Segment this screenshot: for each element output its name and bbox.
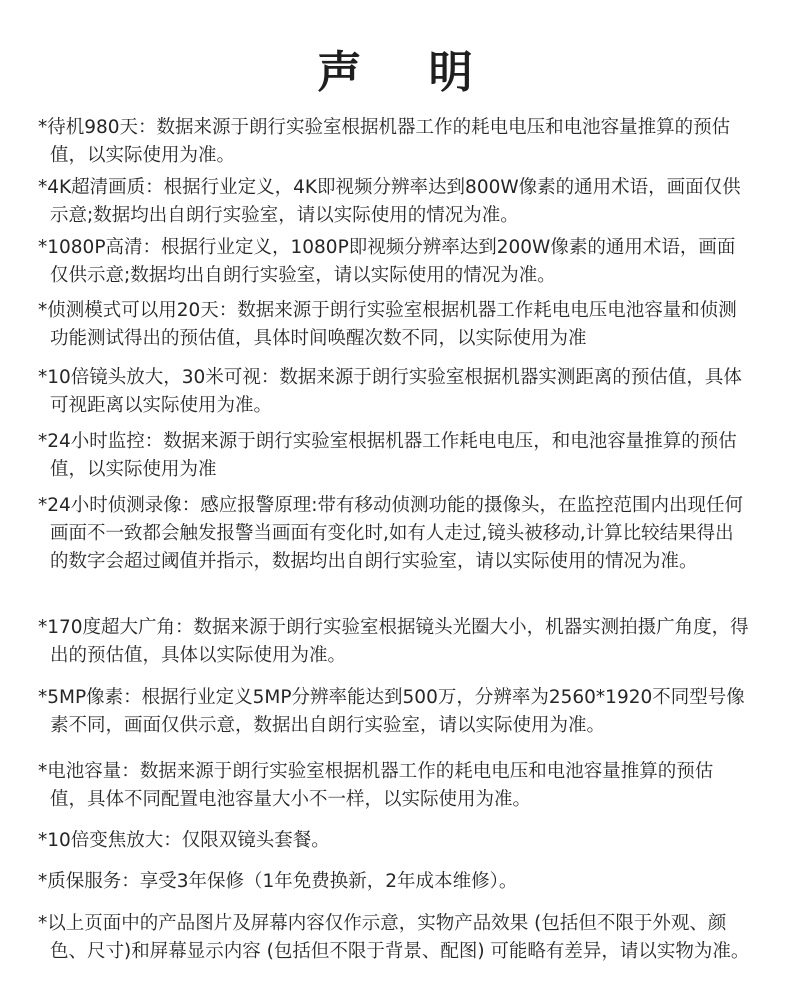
- note-4k: *4K超清画质：根据行业定义，4K即视频分辨率达到800W像素的通用术语，画面仅供示意;数据均出自朗行实验室，请以实际使用的情况为准。: [38, 177, 741, 226]
- note-10x-zoom-dual-lens: *10倍变焦放大：仅限双镜头套餐。: [38, 830, 330, 851]
- note-10x-zoom-30m: *10倍镜头放大，30米可视：数据来源于朗行实验室根据机器实测距离的预估值，具体可视距离以实际使用为准。: [38, 367, 742, 416]
- note-170-wide-angle: *170度超大广角：数据来源于朗行实验室根据镜头光圈大小，机器实测拍摄广角度，得出的预估值，具体以实际使用为准。: [38, 617, 749, 666]
- note-warranty: *质保服务：享受3年保修（1年免费换新，2年成本维修）。: [38, 871, 518, 892]
- note-detection-mode: *侦测模式可以用20天：数据来源于朗行实验室根据机器工作耗电电压电池容量和侦测功能测试得出的预估值，具体时间唤醒次数不同，以实际使用为准: [38, 300, 737, 349]
- note-battery-capacity: *电池容量：数据来源于朗行实验室根据机器工作的耗电电压和电池容量推算的预估值，具体不同配置电池容量大小不一样，以实际使用为准。: [38, 761, 714, 810]
- note-24h-recording: *24小时侦测录像：感应报警原理:带有移动侦测功能的摄像头，在监控范围内出现任何画面不一致都会触发报警当画面有变化时,如有人走过,镜头被移动,计算比较结果得出的数字会超过阈值并指示，数据均出自朗行实验室，请以实际使用的情况为准。: [38, 495, 744, 572]
- note-24h-monitoring: *24小时监控：数据来源于朗行实验室根据机器工作耗电电压，和电池容量推算的预估值，以实际使用为准: [38, 431, 737, 480]
- page-title: 声 明: [317, 47, 499, 98]
- note-5mp-pixels: *5MP像素：根据行业定义5MP分辨率能达到500万，分辨率为2560*1920不同型号像素不同，画面仅供示意，数据出自朗行实验室，请以实际使用为准。: [38, 687, 745, 736]
- note-image-disclaimer: *以上页面中的产品图片及屏幕内容仅作示意，实物产品效果 (包括但不限于外观、颜色、尺寸)和屏幕显示内容 (包括但不限于背景、配图) 可能略有差异，请以实物为准。: [38, 913, 750, 962]
- note-standby: *待机980天：数据来源于朗行实验室根据机器工作的耗电电压和电池容量推算的预估值，以实际使用为准。: [38, 117, 731, 166]
- note-1080p: *1080P高清：根据行业定义，1080P即视频分辨率达到200W像素的通用术语，画面仅供示意;数据均出自朗行实验室，请以实际使用的情况为准。: [38, 237, 736, 286]
